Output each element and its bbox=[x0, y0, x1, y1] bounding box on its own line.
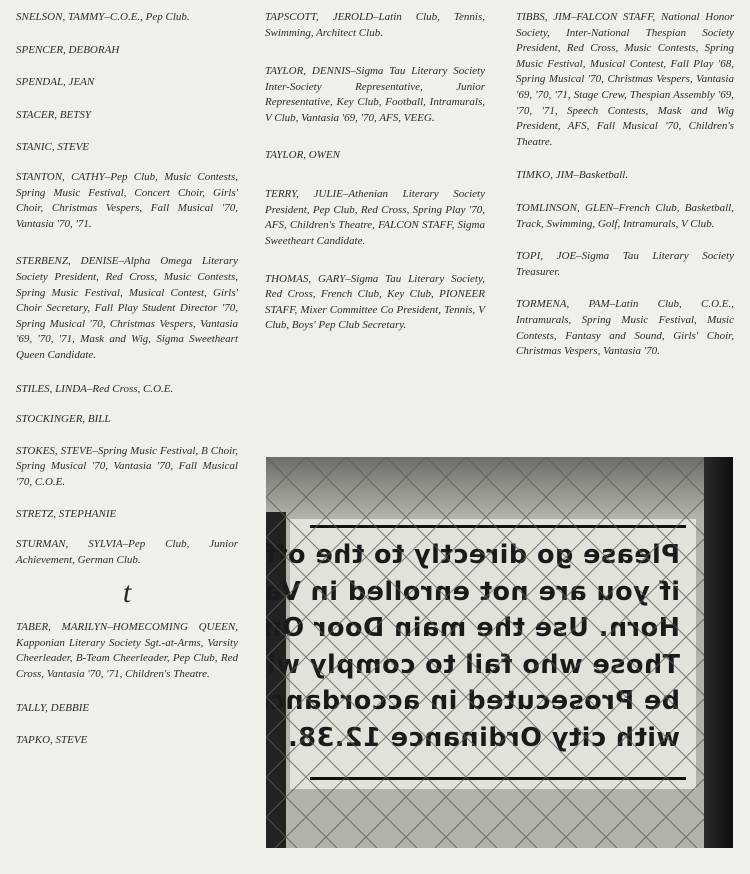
student-entry: TAPSCOTT, JEROLD–Latin Club, Tennis, Swimming, Architect Club. bbox=[265, 11, 485, 39]
student-entry: SNELSON, TAMMY–C.O.E., Pep Club. bbox=[16, 11, 190, 23]
student-entry: TABER, MARILYN–HOMECOMING QUEEN, Kapponian Literary Society Sgt.-at-Arms, Varsity Cheerleader, B-Team Cheerleader, Pep Club, Red Cross, Vantasia '70, '71, Children's Theatre. bbox=[16, 621, 238, 681]
sign-photo bbox=[266, 457, 733, 848]
section-letter: t bbox=[122, 576, 132, 610]
student-entry: TOMLINSON, GLEN–French Club, Basketball, Track, Swimming, Golf, Intramurals, V Club. bbox=[516, 201, 734, 230]
student-entry: THOMAS, GARY–Sigma Tau Literary Society, Red Cross, French Club, Key Club, PIONEER STAFF, Mixer Committee Co President, Tennis, V Club, Boys' Pep Club Secretary. bbox=[265, 272, 485, 332]
student-entry: TAYLOR, DENNIS–Sigma Tau Literary Society Inter-Society Representative, Junior Representative, Key Club, Football, Intramurals, V Club, Vantasia '69, '70, AFS, VEEG. bbox=[265, 65, 485, 124]
student-entry: SPENDAL, JEAN bbox=[16, 76, 95, 89]
student-entry: TAYLOR, OWEN bbox=[265, 148, 340, 161]
student-entry: STACER, BETSY bbox=[16, 108, 91, 121]
name-column-2 bbox=[265, 10, 485, 334]
student-entry: STANIC, STEVE bbox=[16, 141, 90, 154]
wire-mesh bbox=[266, 457, 704, 848]
student-entry: TOPI, JOE–Sigma Tau Literary Society Treasurer. bbox=[516, 250, 734, 278]
student-entry: TERRY, JULIE–Athenian Literary Society President, Pep Club, Red Cross, Spring Play '70, AFS, Children's Theatre, FALCON STAFF, Sigma Sweetheart Candidate. bbox=[265, 188, 485, 247]
name-column-3 bbox=[516, 10, 734, 360]
student-entry: STURMAN, SYLVIA–Pep Club, Junior Achievement, German Club. bbox=[16, 538, 238, 566]
student-entry: TALLY, DEBBIE bbox=[16, 701, 90, 714]
student-entry: TAPKO, STEVE bbox=[16, 734, 88, 747]
student-entry: TORMENA, PAM–Latin Club, C.O.E., Intramurals, Spring Music Festival, Music Contests, Fantasy and Sound, Girls' Choir, Christmas Vespers, Vantasia '70. bbox=[516, 298, 734, 358]
student-entry: SPENCER, DEBORAH bbox=[16, 43, 120, 56]
student-entry: STANTON, CATHY–Pep Club, Music Contests, Spring Music Festival, Concert Choir, Girls' Choir, Christmas Vespers, Fall Musical '70, Vantasia '70, '71. bbox=[16, 170, 238, 230]
door-frame-right bbox=[704, 457, 733, 848]
student-entry: STOKES, STEVE–Spring Music Festival, B Choir, Spring Musical '70, Vantasia '70, Fall Musical '70, C.O.E. bbox=[16, 444, 238, 488]
student-entry: STERBENZ, DENISE–Alpha Omega Literary Society President, Red Cross, Music Contests, Spring Music Festival, Musical Contest, Girls' Choir Secretary, Fall Play Student Director '70, Spring Musical '70, Christmas Vespers, Vantasia '69, '70, '71, Mask and Wig, Sigma Sweetheart Queen Candidate. bbox=[16, 255, 238, 361]
student-entry: STILES, LINDA–Red Cross, C.O.E. bbox=[16, 382, 174, 395]
student-entry: STOCKINGER, BILL bbox=[16, 413, 111, 426]
student-entry: STRETZ, STEPHANIE bbox=[16, 508, 117, 521]
student-entry: TIMKO, JIM–Basketball. bbox=[516, 169, 629, 182]
name-column-1 bbox=[16, 10, 238, 749]
student-entry: TIBBS, JIM–FALCON STAFF, National Honor Society, Inter-National Thespian Society President, Red Cross, Music Contests, Spring Music Festival, Musical Contest, Fall Play '68, Spring Musical '70, Christmas Vespers, Vantasia '69, '70, '71, Stage Crew, Thespian Assembly '69, '70, '71, Speech Contests, Mask and Wig President, AFS, Fall Musical '70, Children's Theatre. bbox=[516, 11, 734, 148]
